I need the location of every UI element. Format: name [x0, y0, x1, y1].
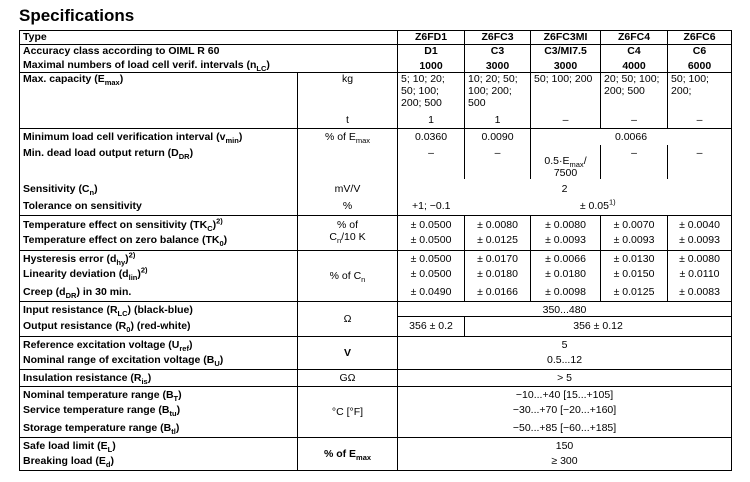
max-capacity-label: Max. capacity $(E_{max})$: [20, 73, 298, 112]
hysteresis-value: ± 0.0130: [601, 251, 668, 266]
max-capacity-t-value: –: [531, 111, 601, 129]
accuracy-value: C6: [668, 45, 732, 58]
breaking-load-value: ≥ 300: [398, 452, 732, 471]
nom-temp-row: [20, 386, 732, 401]
min-verif-value: 0.0090: [465, 129, 531, 146]
service-temp-value: −30...+70 [−20...+160]: [398, 401, 732, 419]
sensitivity-value: 2: [398, 179, 732, 198]
temp-sens-value: ± 0.0070: [601, 216, 668, 232]
accuracy-value: C3: [465, 45, 531, 58]
creep-value: ± 0.0125: [601, 283, 668, 302]
min-verif-unit: % of $E_{max}$: [298, 129, 398, 146]
dead-load-value: –: [668, 145, 732, 179]
hysteresis-value: ± 0.0170: [465, 251, 531, 266]
min-verif-value: 0.0066: [531, 129, 732, 146]
linearity-value: ± 0.0110: [668, 265, 732, 283]
sensitivity-unit: mV/V: [298, 179, 398, 198]
temp-sens-row: [20, 216, 732, 232]
safe-load-value: 150: [398, 437, 732, 452]
min-verif-row: [20, 129, 732, 146]
insulation-label: Insulation resistance $(R_{is})$: [20, 369, 298, 386]
sensitivity-label: Sensitivity $(C_n)$: [20, 179, 298, 198]
temp-sens-value: ± 0.0080: [465, 216, 531, 232]
tolerance-row: [20, 198, 732, 216]
dead-load-value: –: [601, 145, 668, 179]
max-capacity-value: 5; 10; 20; 50; 100; 200; 500: [398, 73, 465, 112]
model-header: Z6FC4: [601, 31, 668, 45]
input-res-value: 350...480: [398, 302, 732, 317]
intervals-value: 3000: [465, 57, 531, 73]
accuracy-value: D1: [398, 45, 465, 58]
nom-exc-value: 0.5...12: [398, 351, 732, 370]
temp-zero-value: ± 0.0093: [531, 231, 601, 251]
hysteresis-value: ± 0.0080: [668, 251, 732, 266]
storage-temp-label: Storage temperature range $(B_{tl})$: [20, 419, 298, 438]
max-capacity-t-unit: t: [298, 111, 398, 129]
linearity-value: ± 0.0150: [601, 265, 668, 283]
nom-exc-label: Nominal range of excitation voltage $(B_U)$: [20, 351, 298, 370]
linearity-value: ± 0.0180: [531, 265, 601, 283]
intervals-value: 1000: [398, 57, 465, 73]
model-header: Z6FC6: [668, 31, 732, 45]
hysteresis-value: ± 0.0066: [531, 251, 601, 266]
page-title: Specifications: [19, 6, 135, 25]
intervals-label: Maximal numbers of load cell verif. intervals $(n_{LC})$: [20, 57, 398, 73]
insulation-value: > 5: [398, 369, 732, 386]
max-capacity-value: 50; 100; 200;: [668, 73, 732, 112]
intervals-value: 3000: [531, 57, 601, 73]
max-capacity-row: [20, 73, 732, 112]
volt-unit: V: [298, 336, 398, 369]
tolerance-value: +1; −0.1: [398, 198, 465, 216]
hysteresis-row: [20, 251, 732, 266]
ref-exc-row: [20, 336, 732, 351]
temp-zero-value: ± 0.0093: [668, 231, 732, 251]
nom-temp-value: −10...+40 [15...+105]: [398, 386, 732, 401]
sensitivity-row: [20, 179, 732, 198]
breaking-load-label: Breaking load $(E_d)$: [20, 452, 298, 471]
temp-sens-label: Temperature effect on sensitivity $(TK_C)^{2)}$: [20, 216, 298, 232]
specifications-table: [19, 30, 732, 471]
linearity-value: ± 0.0500: [398, 265, 465, 283]
insulation-unit: GΩ: [298, 369, 398, 386]
creep-value: ± 0.0098: [531, 283, 601, 302]
temp-sens-value: ± 0.0500: [398, 216, 465, 232]
input-res-label: Input resistance $(R_{LC})$ (black-blue): [20, 302, 298, 317]
temp-sens-value: ± 0.0040: [668, 216, 732, 232]
safe-load-row: [20, 437, 732, 452]
accuracy-label: Accuracy class according to OIML R 60: [20, 45, 398, 58]
hysteresis-value: ± 0.0500: [398, 251, 465, 266]
max-capacity-t-value: –: [601, 111, 668, 129]
max-capacity-t-value: 1: [465, 111, 531, 129]
dead-load-value: $0.5\cdot E_{max}/$ 7500: [531, 145, 601, 179]
intervals-value: 6000: [668, 57, 732, 73]
model-header: Z6FC3: [465, 31, 531, 45]
creep-label: Creep $(d_{DR})$ in 30 min.: [20, 283, 298, 302]
ref-exc-label: Reference excitation voltage $(U_{ref})$: [20, 336, 298, 351]
tolerance-label: Tolerance on sensitivity: [20, 198, 298, 216]
accuracy-row: [20, 45, 732, 58]
service-temp-label: Service temperature range $(B_{tu})$: [20, 401, 298, 419]
model-header: Z6FD1: [398, 31, 465, 45]
output-res-value: 356 ± 0.2: [398, 317, 465, 337]
linearity-label: Linearity deviation $(d_{lin})^{2)}$: [20, 265, 298, 283]
output-res-label: Output resistance $(R_0)$ (red-white): [20, 317, 298, 337]
error-unit: % of $C_n$: [298, 251, 398, 302]
tolerance-unit: %: [298, 198, 398, 216]
max-capacity-value: 10; 20; 50; 100; 200; 500: [465, 73, 531, 112]
creep-value: ± 0.0166: [465, 283, 531, 302]
creep-value: ± 0.0490: [398, 283, 465, 302]
model-header: Z6FC3MI: [531, 31, 601, 45]
insulation-row: [20, 369, 732, 386]
temp-zero-label: Temperature effect on zero balance $(TK_0)$: [20, 231, 298, 251]
min-verif-label: Minimum load cell verification interval $(v_{min})$: [20, 129, 298, 146]
res-unit: Ω: [298, 302, 398, 337]
dead-load-value: –: [465, 145, 531, 179]
header-row: [20, 31, 732, 45]
temp-zero-value: ± 0.0500: [398, 231, 465, 251]
max-capacity-unit: kg: [298, 73, 398, 112]
accuracy-value: C4: [601, 45, 668, 58]
temp-unit: % of $C_n/10$ K: [298, 216, 398, 251]
tolerance-value-rest: ± $0.05^{1)}$: [465, 198, 732, 216]
temp-unit-c: °C [°F]: [298, 386, 398, 437]
ref-exc-value: 5: [398, 336, 732, 351]
temp-sens-value: ± 0.0080: [531, 216, 601, 232]
min-verif-value: 0.0360: [398, 129, 465, 146]
max-capacity-t-value: 1: [398, 111, 465, 129]
dead-load-label: Min. dead load output return $(D_{DR})$: [20, 145, 298, 179]
safe-load-label: Safe load limit $(E_L)$: [20, 437, 298, 452]
temp-zero-value: ± 0.0125: [465, 231, 531, 251]
dead-load-row: [20, 145, 732, 179]
temp-zero-value: ± 0.0093: [601, 231, 668, 251]
intervals-row: [20, 57, 732, 73]
max-capacity-value: 20; 50; 100; 200; 500: [601, 73, 668, 112]
type-header: Type: [20, 31, 398, 45]
linearity-value: ± 0.0180: [465, 265, 531, 283]
load-unit: % of $E_{max}$: [298, 437, 398, 470]
input-res-row: [20, 302, 732, 317]
hysteresis-label: Hysteresis error $(d_{hy})^{2)}$: [20, 251, 298, 266]
max-capacity-value: 50; 100; 200: [531, 73, 601, 112]
dead-load-value: –: [398, 145, 465, 179]
max-capacity-t-row: [20, 111, 732, 129]
output-res-value-rest: 356 ± 0.12: [465, 317, 732, 337]
storage-temp-value: −50...+85 [−60...+185]: [398, 419, 732, 438]
nom-temp-label: Nominal temperature range $(B_T)$: [20, 386, 298, 401]
max-capacity-t-value: –: [668, 111, 732, 129]
creep-value: ± 0.0083: [668, 283, 732, 302]
accuracy-value: C3/MI7.5: [531, 45, 601, 58]
intervals-value: 4000: [601, 57, 668, 73]
